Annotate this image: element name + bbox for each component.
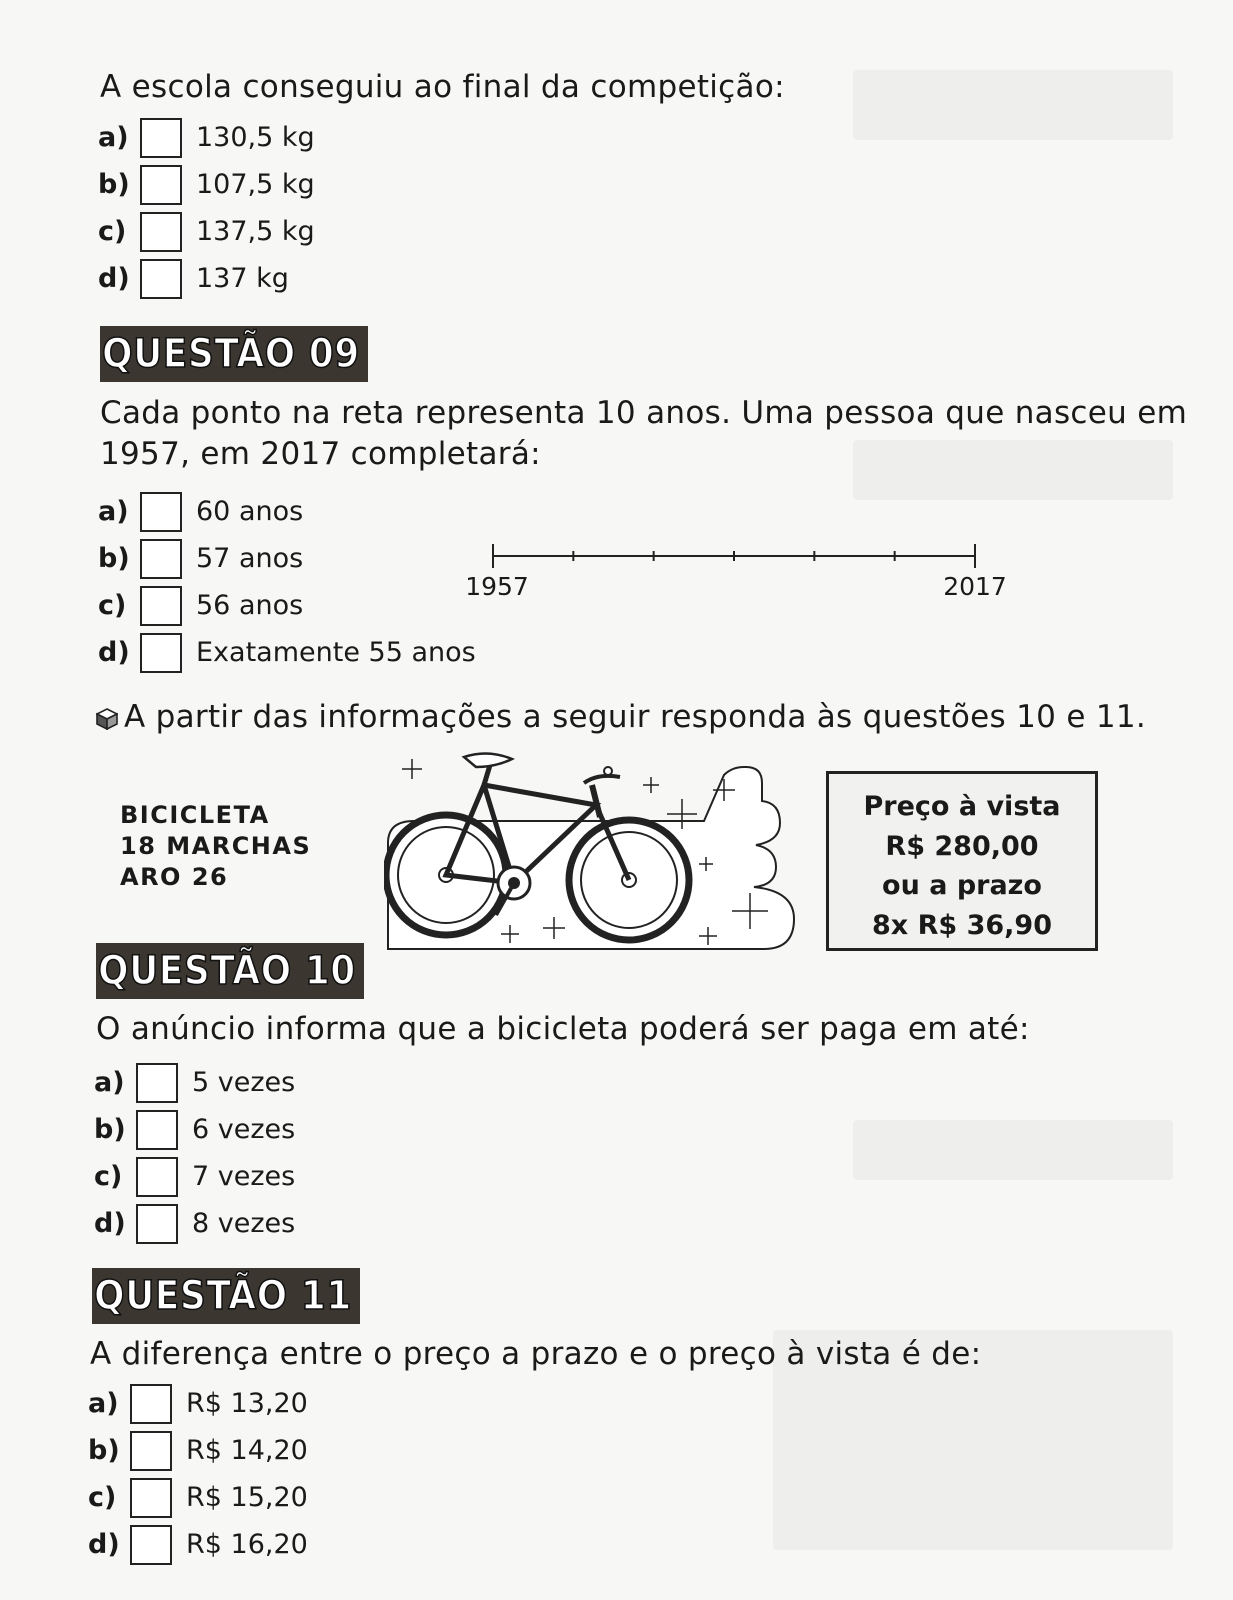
answer-checkbox[interactable] bbox=[140, 539, 182, 579]
option-b bbox=[88, 1427, 308, 1474]
option-letter: a) bbox=[98, 122, 129, 153]
option-letter: d) bbox=[98, 637, 130, 668]
question-11-options bbox=[88, 1380, 308, 1568]
option-b bbox=[98, 161, 315, 208]
option-a bbox=[94, 1059, 295, 1106]
option-text: 60 anos bbox=[196, 496, 304, 527]
option-letter: c) bbox=[94, 1161, 123, 1192]
option-text: R$ 14,20 bbox=[186, 1435, 308, 1466]
answer-checkbox[interactable] bbox=[136, 1157, 178, 1197]
answer-checkbox[interactable] bbox=[140, 165, 182, 205]
option-text: 107,5 kg bbox=[196, 169, 315, 200]
cube-icon bbox=[96, 708, 118, 730]
option-a bbox=[88, 1380, 308, 1427]
option-letter: c) bbox=[98, 216, 127, 247]
price-line: R$ 280,00 bbox=[885, 830, 1039, 862]
answer-checkbox[interactable] bbox=[140, 212, 182, 252]
bike-label-line: ARO 26 bbox=[120, 863, 229, 891]
option-c bbox=[94, 1153, 295, 1200]
option-letter: b) bbox=[94, 1114, 126, 1145]
answer-checkbox[interactable] bbox=[130, 1478, 172, 1518]
timeline-start-label: 1957 bbox=[465, 572, 529, 601]
option-d bbox=[98, 629, 476, 676]
instruction-text: A partir das informações a seguir responda às questões 10 e 11. bbox=[124, 699, 1147, 735]
bleed-through bbox=[853, 1120, 1173, 1180]
option-text: 6 vezes bbox=[192, 1114, 296, 1145]
answer-checkbox[interactable] bbox=[140, 259, 182, 299]
option-text: 137,5 kg bbox=[196, 216, 315, 247]
question-09-options bbox=[98, 488, 476, 676]
bike-label bbox=[120, 800, 311, 893]
price-box bbox=[826, 771, 1098, 951]
option-d bbox=[98, 255, 315, 302]
option-d bbox=[88, 1521, 308, 1568]
option-text: R$ 15,20 bbox=[186, 1482, 308, 1513]
price-line: ou a prazo bbox=[882, 870, 1042, 901]
option-text: 130,5 kg bbox=[196, 122, 315, 153]
answer-checkbox[interactable] bbox=[130, 1525, 172, 1565]
option-text: 8 vezes bbox=[192, 1208, 296, 1239]
option-letter: b) bbox=[98, 543, 130, 574]
question-10-text: O anúncio informa que a bicicleta poderá ser paga em até: bbox=[96, 1011, 1030, 1047]
option-letter: d) bbox=[94, 1208, 126, 1239]
option-letter: a) bbox=[88, 1388, 119, 1419]
answer-checkbox[interactable] bbox=[140, 633, 182, 673]
option-text: Exatamente 55 anos bbox=[196, 637, 476, 668]
question-text-line: 1957, em 2017 completará: bbox=[100, 436, 541, 472]
bicycle-illustration bbox=[384, 745, 804, 955]
instruction bbox=[96, 697, 1146, 738]
option-text: R$ 13,20 bbox=[186, 1388, 308, 1419]
option-letter: b) bbox=[98, 169, 130, 200]
intro-question: A escola conseguiu ao final da competição: bbox=[100, 69, 785, 105]
option-c bbox=[88, 1474, 308, 1521]
option-a bbox=[98, 114, 315, 161]
option-letter: d) bbox=[98, 263, 130, 294]
timeline bbox=[455, 538, 1025, 608]
option-c bbox=[98, 208, 315, 255]
option-letter: c) bbox=[88, 1482, 117, 1513]
price-line: 8x R$ 36,90 bbox=[872, 909, 1052, 941]
answer-checkbox[interactable] bbox=[140, 586, 182, 626]
answer-checkbox[interactable] bbox=[130, 1431, 172, 1471]
question-11-text: A diferença entre o preço a prazo e o preço à vista é de: bbox=[90, 1336, 982, 1372]
option-text: 56 anos bbox=[196, 590, 304, 621]
bike-label-line: BICICLETA bbox=[120, 801, 270, 829]
option-text: 5 vezes bbox=[192, 1067, 296, 1098]
intro-options bbox=[98, 114, 315, 302]
question-09-header: QUESTÃO 09 bbox=[100, 326, 368, 382]
question-11-header: QUESTÃO 11 bbox=[92, 1268, 360, 1324]
timeline-end-label: 2017 bbox=[943, 572, 1007, 601]
option-c bbox=[98, 582, 476, 629]
option-letter: a) bbox=[94, 1067, 125, 1098]
option-b bbox=[94, 1106, 295, 1153]
option-letter: b) bbox=[88, 1435, 120, 1466]
option-text: R$ 16,20 bbox=[186, 1529, 308, 1560]
answer-checkbox[interactable] bbox=[140, 118, 182, 158]
option-a bbox=[98, 488, 476, 535]
option-text: 137 kg bbox=[196, 263, 289, 294]
question-10-options bbox=[94, 1059, 295, 1247]
option-letter: d) bbox=[88, 1529, 120, 1560]
bike-label-line: 18 MARCHAS bbox=[120, 832, 312, 860]
option-text: 57 anos bbox=[196, 543, 304, 574]
answer-checkbox[interactable] bbox=[140, 492, 182, 532]
option-b bbox=[98, 535, 476, 582]
price-line: Preço à vista bbox=[863, 791, 1061, 822]
option-text: 7 vezes bbox=[192, 1161, 296, 1192]
question-10-header: QUESTÃO 10 bbox=[96, 943, 364, 999]
question-09-text bbox=[100, 393, 1187, 475]
option-letter: c) bbox=[98, 590, 127, 621]
answer-checkbox[interactable] bbox=[136, 1204, 178, 1244]
answer-checkbox[interactable] bbox=[136, 1110, 178, 1150]
bleed-through bbox=[853, 70, 1173, 140]
answer-checkbox[interactable] bbox=[136, 1063, 178, 1103]
answer-checkbox[interactable] bbox=[130, 1384, 172, 1424]
option-d bbox=[94, 1200, 295, 1247]
option-letter: a) bbox=[98, 496, 129, 527]
question-text-line: Cada ponto na reta representa 10 anos. Uma pessoa que nasceu em bbox=[100, 395, 1188, 431]
